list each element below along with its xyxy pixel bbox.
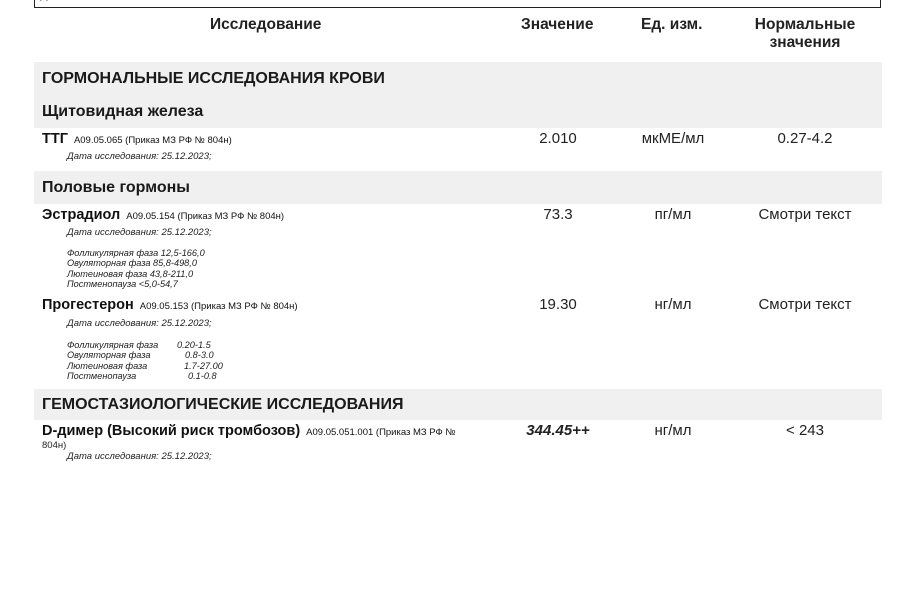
test-value-ttg: 2.010 [539, 130, 577, 147]
test-norm-estradiol: Смотри текст [758, 206, 852, 223]
test-unit-progesterone: нг/мл [654, 296, 692, 313]
note-line: Фолликулярная фаза 12,5-166,0 [67, 248, 205, 258]
header-unit: Ед. изм. [641, 16, 703, 33]
note-line [67, 350, 223, 360]
section-hormonal [34, 62, 882, 128]
diagnosis-label [40, 0, 84, 1]
test-value-ddimer: 344.45++ [526, 422, 590, 439]
test-code-ddimer-continued: 804н) [42, 440, 67, 451]
test-unit-ddimer: нг/мл [654, 422, 692, 439]
note-line: Лютеиновая фаза 43,8-211,0 [67, 268, 194, 279]
note-range: 0.1-0.8 [188, 371, 217, 382]
header-value: Значение [521, 16, 594, 33]
test-unit-ttg: мкМЕ/мл [641, 130, 705, 147]
test-norm-progesterone: Смотри текст [758, 296, 852, 313]
test-code-ddimer: A09.05.051.001 (Приказ МЗ РФ № [306, 427, 456, 438]
test-name-ttg [42, 131, 232, 147]
note-line [67, 340, 223, 350]
header-normal-line2: значения [769, 34, 841, 51]
test-norm-ddimer: < 243 [786, 422, 824, 439]
note-phase: Постменопауза [67, 371, 137, 382]
note-line: Постменопауза <5,0-54,7 [67, 279, 178, 290]
header-normal-line1: Нормальные [754, 16, 856, 33]
reference-notes-estradiol [67, 248, 205, 290]
note-phase: Овуляторная фаза [67, 350, 151, 361]
test-value-progesterone: 19.30 [539, 296, 577, 313]
test-code-progesterone: A09.05.153 (Приказ МЗ РФ № 804н) [139, 301, 298, 312]
header-study: Исследование [210, 16, 322, 33]
test-norm-ttg: 0.27-4.2 [777, 130, 833, 147]
note-range: 0.8-3.0 [185, 350, 214, 361]
test-date-ddimer: Дата исследования: 25.12.2023; [67, 451, 212, 462]
test-name-progesterone [42, 297, 298, 313]
test-code-ttg: A09.05.065 (Приказ МЗ РФ № 804н) [73, 135, 232, 146]
note-range: 0.20-1.5 [177, 340, 211, 350]
header-normal [735, 16, 875, 52]
test-name-ddimer-label: D-димер (Высокий риск тромбозов) [42, 423, 301, 439]
note-phase: Фолликулярная фаза [67, 340, 159, 350]
note-range: 1.7-27.00 [184, 360, 223, 371]
note-line: Овуляторная фаза 85,8-498,0 [67, 258, 197, 269]
note-phase: Лютеиновая фаза [67, 360, 148, 371]
test-unit-estradiol: пг/мл [654, 206, 692, 223]
test-name-estradiol-label: Эстрадиол [42, 207, 121, 223]
subsection-sex-hormones [34, 171, 882, 204]
test-date-estradiol: Дата исследования: 25.12.2023; [67, 227, 212, 238]
test-name-ttg-label: ТТГ [42, 131, 68, 147]
subsection-thyroid-title: Щитовидная железа [42, 103, 204, 120]
test-code-estradiol: A09.05.154 (Приказ МЗ РФ № 804н) [126, 211, 285, 222]
test-name-estradiol [42, 207, 284, 223]
subsection-sex-hormones-title: Половые гормоны [42, 179, 190, 196]
test-value-estradiol: 73.3 [543, 206, 573, 223]
diagnosis-box [34, 0, 881, 8]
test-date-ttg: Дата исследования: 25.12.2023; [67, 151, 212, 162]
test-name-ddimer [42, 423, 456, 439]
test-date-progesterone: Дата исследования: 25.12.2023; [67, 318, 212, 329]
note-line [67, 361, 223, 371]
section-hemostasis-title: ГЕМОСТАЗИОЛОГИЧЕСКИЕ ИССЛЕДОВАНИЯ [42, 396, 404, 413]
note-line [67, 371, 223, 381]
section-hemostasis [34, 389, 882, 420]
test-name-progesterone-label: Прогестерон [42, 297, 134, 313]
reference-notes-progesterone [67, 340, 223, 382]
section-hormonal-title: ГОРМОНАЛЬНЫЕ ИССЛЕДОВАНИЯ КРОВИ [42, 70, 385, 87]
